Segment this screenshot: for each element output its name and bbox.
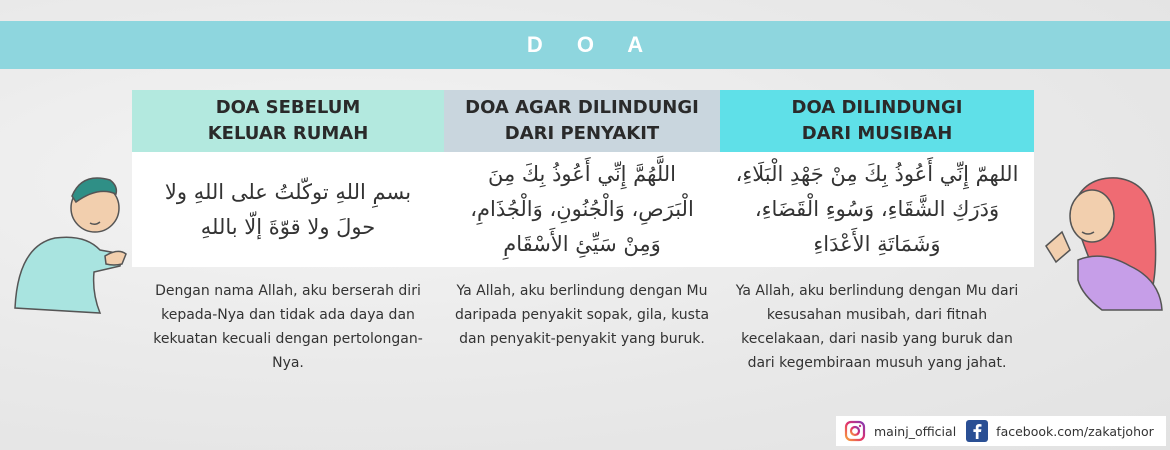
social-footer bbox=[836, 416, 1166, 446]
praying-man-illustration bbox=[10, 168, 128, 318]
page-title: D O A bbox=[526, 32, 658, 57]
translation-text: Dengan nama Allah, aku berserah diri kepada-Nya dan tidak ada daya dan kekuatan kecuali dengan pertolongan-Nya. bbox=[153, 283, 423, 371]
translation-text: Ya Allah, aku berlindung dengan Mu daripada penyakit sopak, gila, kusta dan penyakit-penyakit yang buruk. bbox=[454, 283, 710, 347]
arabic-text: بسمِ اللهِ توكّلتُ على اللهِ ولا حولَ ولا قوّةَ إلّا باللهِ bbox=[132, 152, 444, 267]
doa-column-3 bbox=[720, 90, 1034, 375]
doa-heading: DOA SEBELUM KELUAR RUMAH bbox=[132, 90, 444, 152]
facebook-link[interactable]: facebook.com/zakatjohor bbox=[996, 423, 1154, 439]
instagram-icon[interactable] bbox=[844, 420, 866, 442]
facebook-icon[interactable] bbox=[966, 420, 988, 442]
arabic-text: اللَّهُمَّ إِنِّي أَعُوذُ بِكَ مِنَ الْبَرَصِ، وَالْجُنُونِ، وَالْجُذَامِ، وَمِنْ سَيِّئِ الأَسْقَامِ bbox=[444, 152, 720, 267]
doa-heading: DOA AGAR DILINDUNGI DARI PENYAKIT bbox=[444, 90, 720, 152]
arabic-text: اللهمّ إِنِّي أَعُوذُ بِكَ مِنْ جَهْدِ الْبَلَاءِ، وَدَرَكِ الشَّقَاءِ، وَسُوءِ الْقَضَاءِ، وَشَمَاتَةِ الأَعْدَاءِ bbox=[720, 152, 1034, 267]
title-banner bbox=[0, 21, 1170, 69]
doa-column-1 bbox=[132, 90, 444, 375]
instagram-handle[interactable]: mainj_official bbox=[874, 423, 957, 439]
doa-column-2 bbox=[444, 90, 720, 351]
translation-text: Ya Allah, aku berlindung dengan Mu dari kesusahan musibah, dari fitnah kecelakaan, dari nasib yang buruk dan dari kegembiraan musuh yang jahat. bbox=[735, 283, 1019, 371]
praying-woman-illustration bbox=[1042, 170, 1164, 320]
doa-heading: DOA DILINDUNGI DARI MUSIBAH bbox=[720, 90, 1034, 152]
